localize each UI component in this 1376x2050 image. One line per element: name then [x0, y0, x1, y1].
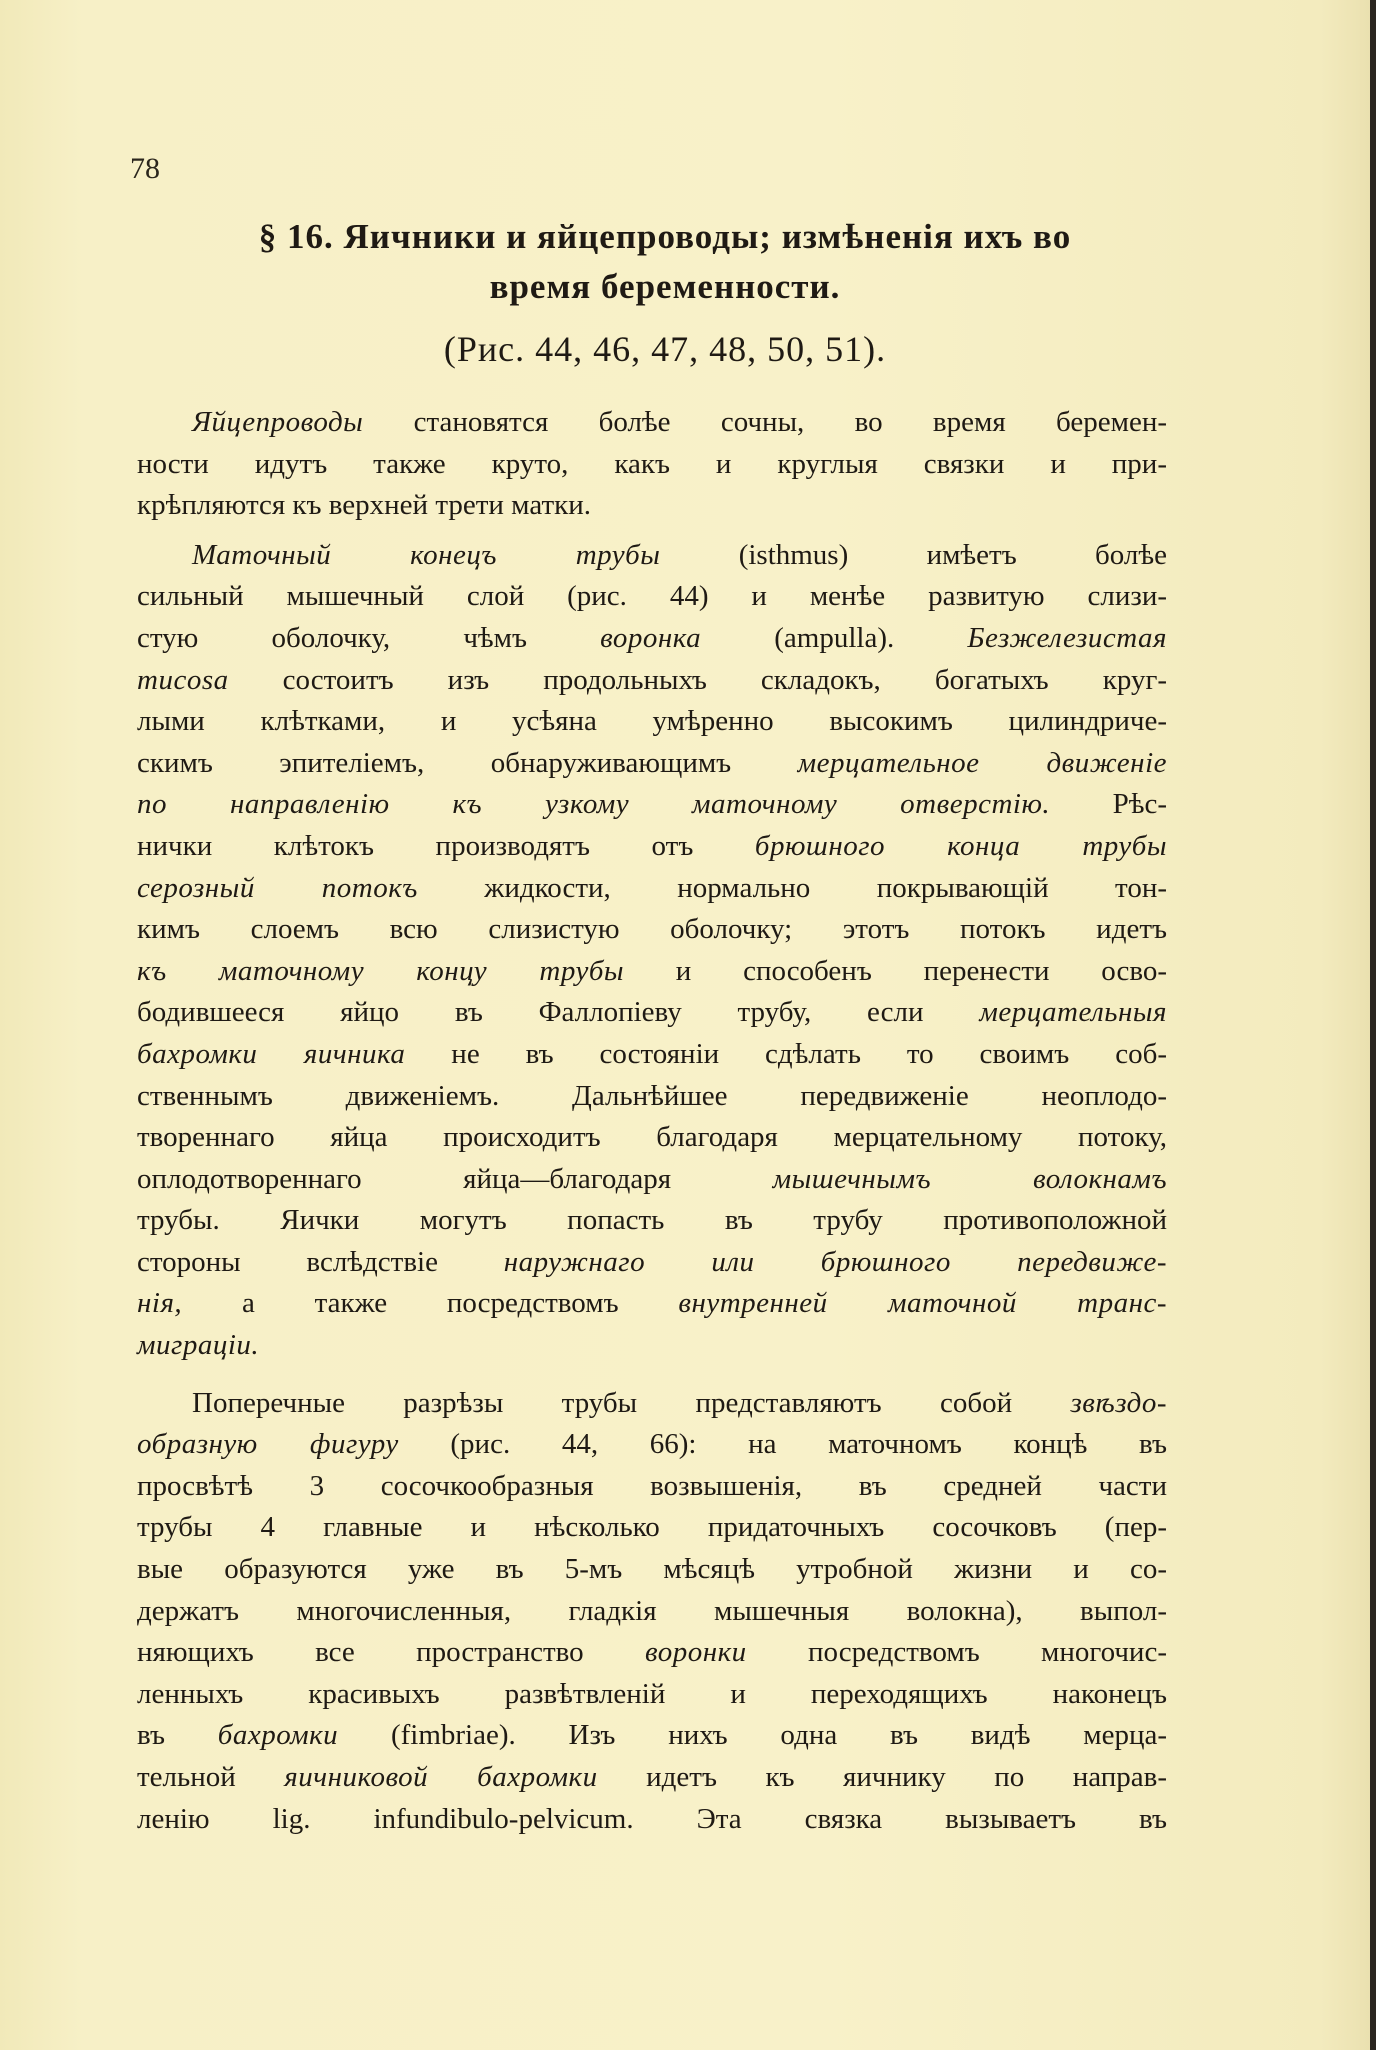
text-line: просвѣтѣ 3 сосочкообразныя возвышенія, въ средней части	[137, 1469, 1167, 1502]
text-line	[137, 1159, 1167, 1201]
text-line	[137, 618, 1167, 660]
text-span: стороны вслѣдствіе	[137, 1245, 504, 1278]
body-text	[137, 402, 1167, 1840]
italic-term: звѣздо-	[1070, 1386, 1167, 1419]
text-span: (рис. 44, 66): на маточномъ концѣ въ	[398, 1428, 1167, 1461]
text-span: стую оболочку, чѣмъ	[137, 621, 601, 654]
text-line	[137, 743, 1167, 785]
text-line: кимъ слоемъ всю слизистую оболочку; этотъ потокъ идетъ	[137, 913, 1167, 946]
italic-term: Маточный конецъ трубы	[192, 538, 661, 571]
text-span: становятся болѣе сочны, во время беремен-	[363, 406, 1167, 438]
italic-term: Яйцепроводы	[192, 406, 364, 438]
italic-term: бахромки яичника	[137, 1037, 406, 1070]
italic-term: бахромки	[217, 1719, 339, 1752]
text-line	[137, 535, 1167, 577]
text-span: въ	[137, 1719, 218, 1752]
italic-term: воронка	[600, 621, 702, 654]
text-span: бодившееся яйцо въ Фаллопіеву трубу, если	[137, 996, 980, 1029]
text-line	[137, 1242, 1167, 1284]
text-span: скимъ эпителіемъ, обнаруживающимъ	[137, 746, 798, 779]
text-span: нички клѣтокъ производятъ отъ	[137, 829, 755, 862]
text-span: и способенъ перенести осво-	[624, 954, 1168, 987]
figure-reference: (Рис. 44, 46, 47, 48, 50, 51).	[443, 329, 887, 369]
paragraph-gap	[137, 1367, 1167, 1383]
section-heading	[150, 212, 1180, 312]
heading-line-2: время беременности.	[489, 267, 841, 306]
text-line: ленныхъ красивыхъ развѣтвленій и переходящихъ наконецъ	[137, 1677, 1167, 1710]
italic-term: мерцательное движеніе	[797, 746, 1167, 779]
text-span: Рѣс-	[1050, 788, 1168, 821]
italic-term: миграціи.	[137, 1329, 260, 1362]
italic-term: воронки	[645, 1636, 747, 1669]
text-line: лыми клѣтками, и усѣяна умѣренно высокимъ цилиндриче-	[137, 705, 1167, 738]
text-line	[137, 1757, 1167, 1799]
text-span: не въ состояніи сдѣлать то своимъ соб-	[405, 1037, 1167, 1070]
text-line	[137, 992, 1167, 1034]
italic-term: брюшного конца трубы	[754, 829, 1168, 862]
text-line	[137, 1034, 1167, 1076]
italic-term: образную фигуру	[137, 1428, 399, 1461]
text-line: ленію lig. infundibulo-pelvicum. Эта связка вызываетъ въ	[137, 1802, 1167, 1835]
paragraph-3	[137, 1383, 1167, 1841]
text-line	[137, 1715, 1167, 1757]
text-line	[137, 402, 1167, 444]
italic-term: наружнаго или брюшного передвиже-	[503, 1245, 1168, 1278]
paragraph-2	[137, 535, 1167, 1367]
text-span: а также посредствомъ	[182, 1287, 679, 1320]
text-line	[137, 951, 1167, 993]
text-line: сильный мышечный слой (рис. 44) и менѣе развитую слизи-	[137, 580, 1167, 613]
page-edge	[1370, 0, 1376, 2050]
text-span: тельной	[137, 1761, 285, 1793]
text-line: ственнымъ движеніемъ. Дальнѣйшее передвиженіе неоплодо-	[137, 1079, 1167, 1112]
text-span: Поперечные разрѣзы трубы представляютъ собой	[192, 1386, 1071, 1419]
text-span: идетъ къ яичнику по направ-	[597, 1761, 1167, 1793]
text-line: держатъ многочисленныя, гладкія мышечныя волокна), выпол-	[137, 1594, 1167, 1627]
italic-term: mucosa	[137, 663, 229, 696]
text-span: состоитъ изъ продольныхъ складокъ, богатыхъ круг-	[228, 663, 1167, 696]
italic-term: Безжелезистая	[967, 621, 1167, 654]
italic-term: яичниковой бахромки	[284, 1761, 598, 1793]
text-span: жидкости, нормально покрывающій тон-	[417, 871, 1168, 904]
text-line: трубы 4 главные и нѣсколько придаточныхъ сосочковъ (пер-	[137, 1511, 1167, 1544]
text-line: вые образуются уже въ 5-мъ мѣсяцѣ утробной жизни и со-	[137, 1553, 1167, 1586]
text-line	[137, 1283, 1167, 1325]
italic-term: по направленію къ узкому маточному отверстію.	[137, 788, 1051, 821]
text-line: ности идутъ также круто, какъ и круглыя связки и при-	[137, 447, 1167, 480]
text-line	[137, 1383, 1167, 1425]
text-span: (ampulla).	[701, 621, 968, 654]
text-span: (fimbriae). Изъ нихъ одна въ видѣ мерца-	[338, 1719, 1167, 1752]
text-span: (isthmus) имѣетъ болѣе	[660, 538, 1167, 571]
italic-term: нія,	[137, 1287, 183, 1320]
page-number: 78	[130, 152, 160, 185]
text-line: твореннаго яйца происходитъ благодаря мерцательному потоку,	[137, 1121, 1167, 1154]
text-line	[137, 784, 1167, 826]
text-line: трубы. Яички могутъ попасть въ трубу противоположной	[137, 1204, 1167, 1237]
text-line	[137, 1632, 1167, 1674]
text-line: крѣпляются къ верхней трети матки.	[137, 489, 591, 522]
paragraph-1	[137, 402, 1167, 527]
text-line	[137, 660, 1167, 702]
text-line	[137, 826, 1167, 868]
text-line	[137, 868, 1167, 910]
italic-term: мерцательныя	[979, 996, 1167, 1029]
heading-line-1: § 16. Яичники и яйцепроводы; измѣненія ихъ во	[258, 217, 1072, 256]
text-span: посредствомъ многочис-	[746, 1636, 1167, 1669]
text-span: оплодотвореннаго яйца—благодаря	[137, 1162, 773, 1195]
text-line	[137, 1424, 1167, 1466]
text-line	[137, 1325, 1167, 1367]
italic-term: къ маточному концу трубы	[137, 954, 625, 987]
italic-term: внутренней маточной транс-	[678, 1287, 1167, 1320]
italic-term: мышечнымъ волокнамъ	[772, 1162, 1167, 1195]
italic-term: серозный потокъ	[137, 871, 418, 904]
text-span: няющихъ все пространство	[137, 1636, 645, 1669]
